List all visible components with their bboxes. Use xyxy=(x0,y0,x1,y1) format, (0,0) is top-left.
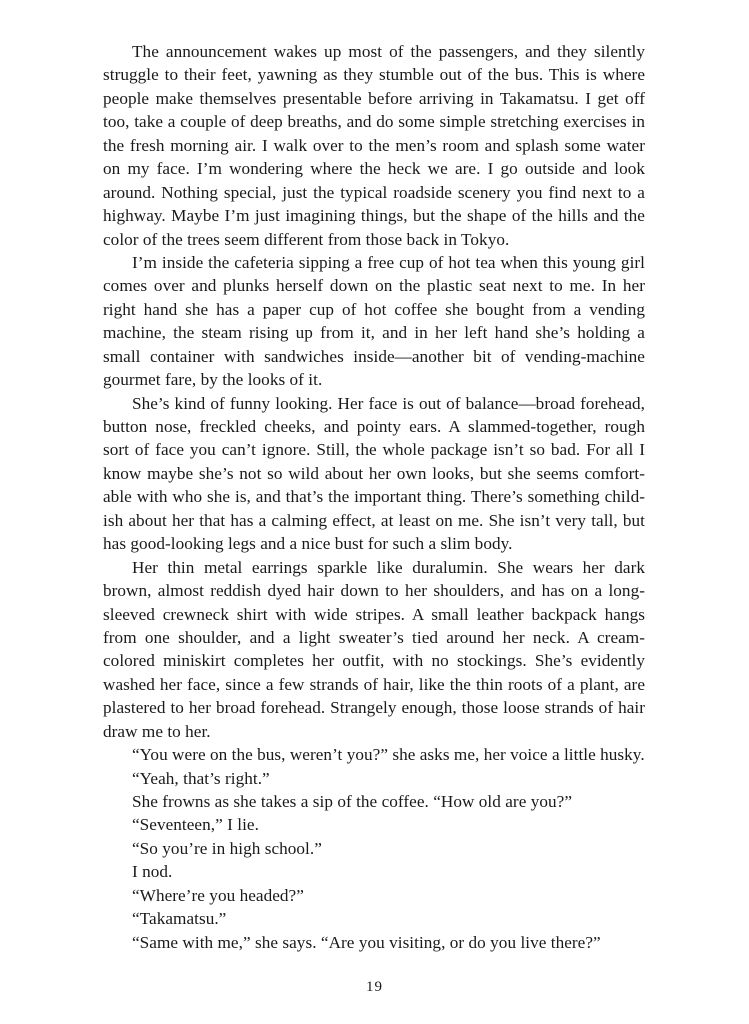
text-line: She’s kind of funny looking. Her face is out of balance—broad forehead, xyxy=(132,393,645,413)
text-line: washed her face, since a few strands of hair, like the thin roots of a plant, are xyxy=(103,674,645,694)
text-line: small container with sandwiches inside—another bit of vending-machine xyxy=(103,346,645,366)
text-line: ish about her that has a calming effect, at least on me. She isn’t very tall, but xyxy=(103,510,645,530)
text-line: She frowns as she takes a sip of the coffee. “How old are you?” xyxy=(132,792,573,811)
text-line: sort of face you can’t ignore. Still, the whole package isn’t so bad. For all I xyxy=(103,440,645,460)
text-line: The announcement wakes up most of the passengers, and they silently xyxy=(132,42,645,61)
page-body xyxy=(103,40,645,954)
text-line: able with who she is, and that’s the important thing. There’s something child- xyxy=(103,487,645,507)
text-line: machine, the steam rising up from it, and in her left hand she’s holding a xyxy=(103,323,645,343)
text-line: struggle to their feet, yawning as they stumble out of the bus. This is where xyxy=(103,65,645,85)
text-line: “Where’re you headed?” xyxy=(132,885,304,905)
page-number: 19 xyxy=(366,979,383,995)
text-line: gourmet fare, by the looks of it. xyxy=(103,370,323,390)
text-line: “You were on the bus, weren’t you?” she asks me, her voice a little husky. xyxy=(132,745,645,765)
text-line: I’m inside the cafeteria sipping a free cup of hot tea when this young girl xyxy=(132,252,645,272)
text-line: sleeved crewneck shirt with wide stripes. A small leather backpack hangs xyxy=(103,604,645,624)
text-line: I nod. xyxy=(132,862,173,882)
text-line: “So you’re in high school.” xyxy=(132,838,322,858)
text-line: “Same with me,” she says. “Are you visiting, or do you live there?” xyxy=(132,932,601,952)
text-line: color of the trees seem different from those back in Tokyo. xyxy=(103,229,510,249)
text-line: too, take a couple of deep breaths, and do some simple stretching exercises in xyxy=(103,112,645,132)
text-line: “Seventeen,” I lie. xyxy=(132,815,259,835)
text-line: draw me to her. xyxy=(103,721,211,741)
text-line: around. Nothing special, just the typical roadside scenery you find next to a xyxy=(103,182,645,202)
text-line: right hand she has a paper cup of hot coffee she bought from a vending xyxy=(103,299,645,319)
text-line: plastered to her broad forehead. Strangely enough, those loose strands of hair xyxy=(103,698,645,718)
text-line: highway. Maybe I’m just imagining things, but the shape of the hills and the xyxy=(103,206,645,226)
text-line: from one shoulder, and a light sweater’s tied around her neck. A cream- xyxy=(103,627,645,647)
text-line: “Takamatsu.” xyxy=(132,909,227,929)
text-line: colored miniskirt completes her outfit, with no stockings. She’s evidently xyxy=(103,651,645,671)
text-line: button nose, freckled cheeks, and pointy ears. A slammed-together, rough xyxy=(103,417,645,436)
text-line: has good-looking legs and a nice bust for such a slim body. xyxy=(103,534,513,554)
text-line: brown, almost reddish dyed hair down to her shoulders, and has on a long- xyxy=(103,581,645,601)
text-line: on my face. I’m wondering where the heck we are. I go outside and look xyxy=(103,159,645,179)
text-line: know maybe she’s not so wild about her own looks, but she seems comfort- xyxy=(103,463,645,483)
text-line: the fresh morning air. I walk over to the men’s room and splash some water xyxy=(103,135,645,155)
text-line: people make themselves presentable before arriving in Takamatsu. I get off xyxy=(103,88,645,108)
text-line: comes over and plunks herself down on the plastic seat next to me. In her xyxy=(103,276,645,296)
text-line: Her thin metal earrings sparkle like duralumin. She wears her dark xyxy=(132,557,645,577)
text-line: “Yeah, that’s right.” xyxy=(132,768,270,788)
